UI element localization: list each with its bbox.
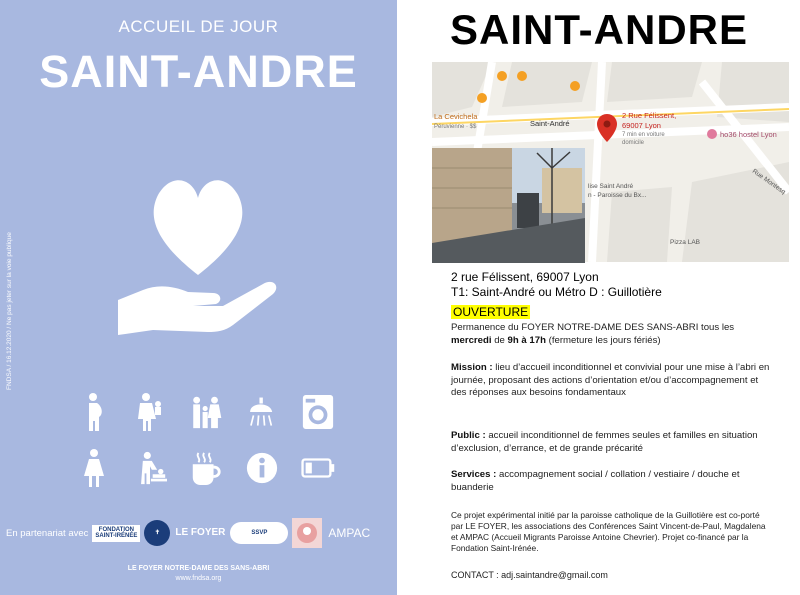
map-label-eglise-2: n - Paroisse du Bx...	[588, 192, 647, 199]
mission-paragraph	[451, 362, 771, 400]
family-icon	[189, 392, 223, 432]
services-icons-row-1	[77, 392, 335, 432]
magdalena-logo	[292, 518, 322, 548]
map-label-rue: Rue Montesq	[750, 167, 787, 196]
pregnant-woman-icon	[77, 392, 111, 432]
map-label-cevichela-sub: Péruvienne · $$	[434, 124, 477, 130]
permanence-text: Permanence du FOYER NOTRE-DAME DES SANS-ABRI tous les	[451, 322, 735, 333]
street-photo	[432, 148, 585, 263]
permanence-paragraph	[451, 322, 771, 347]
side-legal-text: FNDSA / 16.12.2020 / Ne pas jeter sur la voie publique	[6, 232, 13, 390]
mission-label: Mission :	[451, 362, 493, 373]
services-label: Services :	[451, 469, 497, 480]
map-label-pizza: Pizza LAB	[670, 239, 700, 246]
subtitle: ACCUEIL DE JOUR	[118, 17, 279, 36]
baby-changing-icon	[133, 448, 167, 488]
battery-icon	[301, 448, 335, 488]
services-text: accompagnement social / collation / vestiaire / douche et buanderie	[451, 469, 740, 493]
washing-machine-icon	[301, 392, 335, 432]
woman-icon	[77, 448, 111, 488]
map-label-hostel: ho36 hostel Lyon	[720, 130, 777, 139]
conferences-saint-vincent-logo: SSVP	[230, 522, 288, 544]
ampac-logo-text: AMPAC	[328, 526, 371, 540]
le-foyer-logo: LE FOYER	[175, 527, 226, 538]
address-line: 2 rue Félissent, 69007 Lyon	[451, 270, 599, 284]
left-title: SAINT-ANDRE	[39, 46, 358, 97]
footer-url: www.fndsa.org	[175, 575, 222, 582]
contact-line: CONTACT : adj.saintandre@gmail.com	[451, 570, 608, 580]
permanence-note: (fermeture les jours fériés)	[545, 334, 661, 346]
fondation-saint-irenee-logo: FONDATION SAINT-IRÉNÉE	[92, 525, 140, 542]
map-label-walk: 7 min en voiture	[622, 132, 665, 138]
public-label: Public :	[451, 430, 486, 441]
services-icons-row-2	[77, 448, 335, 488]
transport-line: T1: Saint-André ou Métro D : Guillotière	[451, 285, 662, 299]
jesus-portrait-logo: ✝	[144, 520, 170, 546]
shower-icon	[245, 392, 279, 432]
public-text: accueil inconditionnel de femmes seules et familles en situation d’exclusion, d’errance, et de grande précarité	[451, 430, 758, 454]
map-label-address-1: 2 Rue Félissent,	[622, 111, 677, 120]
map-label-address-2: 69007 Lyon	[622, 121, 661, 130]
heart-hand-icon	[113, 160, 283, 340]
project-paragraph: Ce projet expérimental initié par la paroisse catholique de la Guillotière est co-porté par LE FOYER, les associations des Conférences Saint Vincent-de-Paul, Magdalena et AMPAC (Accueil Migrants Paroisse Antoine Chevrier). Projet co-financé par la Fondation Saint-Irénée.	[451, 510, 766, 553]
map-label-eglise-1: lise Saint André	[588, 183, 634, 190]
map-label-domicile: domicile	[622, 140, 645, 146]
permanence-mid: de	[491, 334, 508, 346]
partners-label: En partenariat avec	[6, 527, 89, 539]
map-label-saint-andre: Saint-André	[530, 119, 570, 128]
services-paragraph	[451, 469, 771, 494]
public-paragraph	[451, 430, 771, 455]
map-label-cevichela: La Cevichela	[434, 112, 478, 121]
ouverture-heading: OUVERTURE	[453, 305, 529, 319]
permanence-day: mercredi	[451, 334, 492, 346]
coffee-cup-icon	[189, 448, 223, 488]
footer-organization: LE FOYER NOTRE-DAME DES SANS-ABRI	[127, 565, 270, 572]
flyer-left-panel	[0, 0, 397, 595]
info-icon	[245, 448, 279, 488]
permanence-hours: 9h à 17h	[507, 334, 546, 346]
woman-with-child-icon	[133, 392, 167, 432]
right-title: SAINT-ANDRE	[450, 6, 749, 53]
mission-text: lieu d’accueil inconditionnel et convivial pour une mise à l’abri en journée, proposant des actions d’orientation et/ou d’accompagnement et des réponses aux besoins fondamentaux	[451, 362, 770, 398]
partners-bar	[6, 518, 396, 548]
